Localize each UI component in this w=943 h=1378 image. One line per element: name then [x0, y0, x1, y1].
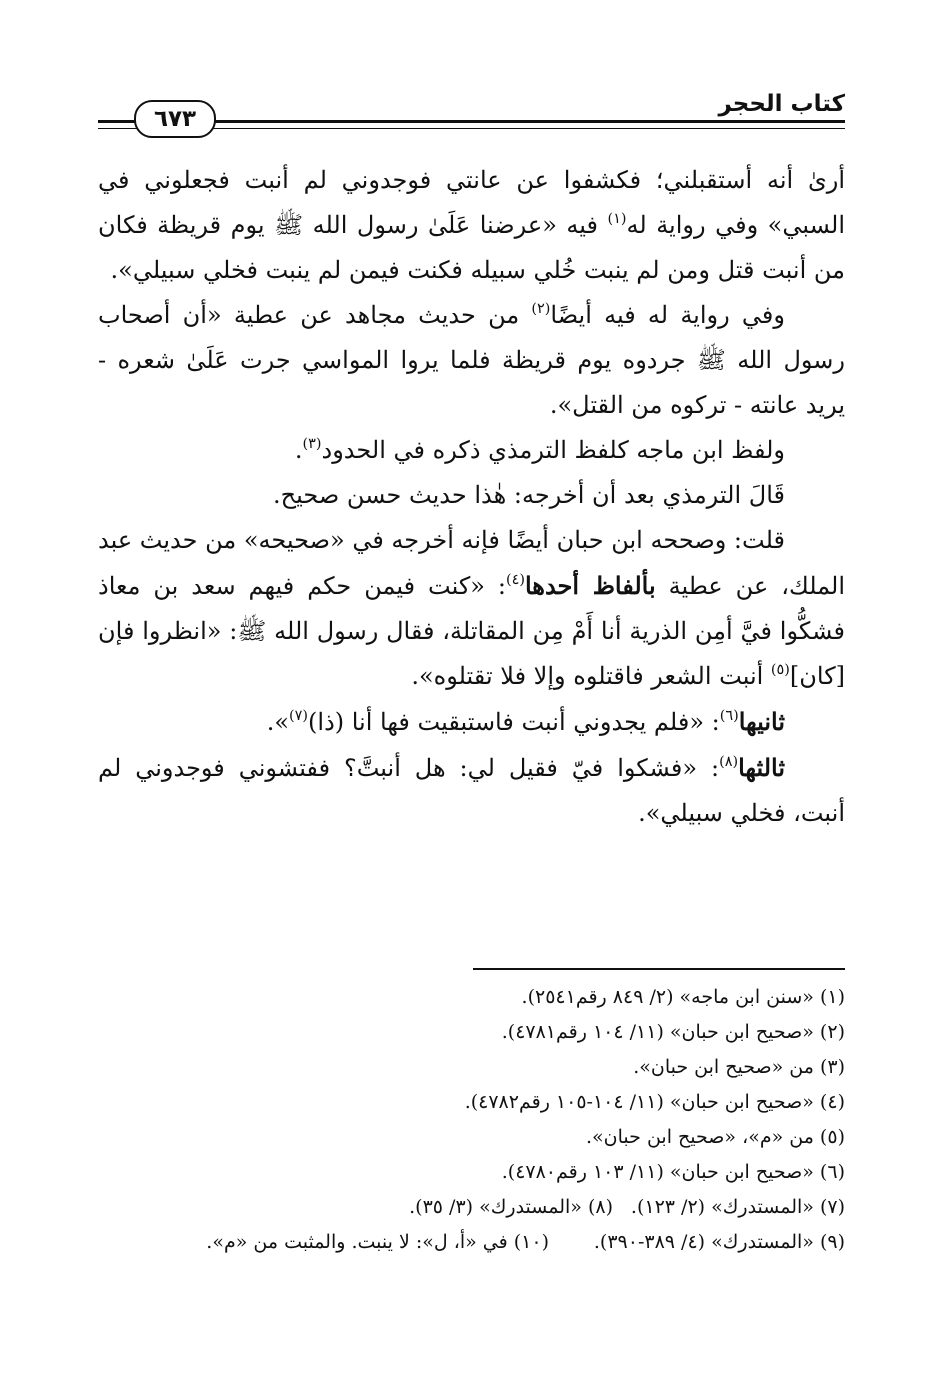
footnote-reference: (٧)	[289, 707, 309, 724]
footnote: (٤) «صحيح ابن حبان» (١١/ ١٠٤-١٠٥ رقم٤٧٨٢).	[464, 1091, 845, 1113]
text-run: وفي رواية له فيه أيضًا	[550, 301, 785, 329]
footnote: (٩) «المستدرك» (٤/ ٣٨٩-٣٩٠).	[593, 1231, 845, 1253]
footnote-reference: (١)	[607, 210, 627, 227]
bold-term: ثانيها	[738, 707, 785, 736]
footnote-reference: (٥)	[770, 661, 790, 678]
text-run: أرىٰ أنه أستقبلني؛ فكشفوا عن عانتي فوجدوني لم أنبت فجعلوني في السبي» وفي رواية له	[98, 166, 845, 239]
footnotes	[98, 980, 845, 1260]
paragraph	[98, 293, 845, 428]
footnote-row	[98, 1225, 845, 1260]
running-header	[98, 90, 845, 140]
text-run: من حديث مجاهد عن عطية «أن أصحاب رسول الله ﷺ جردوه يوم قريظة فلما يروا المواسي جرت عَلَىٰ شعره - يريد عانته - تركوه من القتل».	[98, 301, 845, 419]
footnote-reference: (٨)	[719, 753, 739, 770]
footnote: (١) «سنن ابن ماجه» (٢/ ٨٤٩ رقم٢٥٤١).	[521, 986, 845, 1008]
paragraph	[98, 158, 845, 293]
footnote: (٣) من «صحيح ابن حبان».	[633, 1056, 845, 1078]
footnote-reference: (٦)	[719, 707, 739, 724]
text-run: قَالَ الترمذي بعد أن أخرجه: هٰذا حديث حسن صحيح.	[273, 481, 785, 509]
bold-term: ثالثها	[738, 753, 785, 782]
paragraph	[98, 745, 845, 836]
footnote: (٧) «المستدرك» (٢/ ١٢٣).	[630, 1196, 845, 1218]
text-run: .	[294, 436, 303, 464]
text-run: : «كنت فيمن حكم فيهم سعد بن معاذ فشكُّوا فيَّ أمِن الذرية أنا أَمْ مِن المقاتلة، فقال رسول الله ﷺ: «انظروا فإن [كان]	[98, 572, 845, 690]
paragraph	[98, 518, 845, 699]
text-run: ».	[266, 708, 290, 736]
text-run: فيه «عرضنا عَلَىٰ رسول الله ﷺ يوم قريظة فكان من أنبت قتل ومن لم ينبت خُلي سبيله فكنت فيمن لم ينبت فخلي سبيلي».	[98, 211, 845, 284]
footnote: (٢) «صحيح ابن حبان» (١١/ ١٠٤ رقم٤٧٨١).	[501, 1021, 845, 1043]
footnote: (٥) من «م»، «صحيح ابن حبان».	[586, 1126, 845, 1148]
text-run: : «فلم يجدوني أنبت فاستبقيت فها أنا (ذا)	[308, 708, 720, 736]
paragraph	[98, 428, 845, 473]
footnote-separator	[473, 968, 845, 970]
text-run: قلت: وصححه ابن حبان أيضًا فإنه أخرجه في «صحيحه» من حديث عبد الملك، عن عطية	[98, 526, 845, 600]
paragraph	[98, 473, 845, 518]
text-run: : «فشكوا فيّ فقيل لي: هل أنبتَّ؟ ففتشوني فوجدوني لم أنبت، فخلي سبيلي».	[98, 754, 845, 827]
bold-term: بألفاظ أحدها	[524, 571, 656, 600]
footnote-reference: (٢)	[531, 300, 551, 317]
chapter-title: كتاب الحجر	[711, 90, 846, 118]
page-number: ٦٧٣	[134, 100, 216, 138]
footnote: (٨) «المستدرك» (٣/ ٣٥).	[409, 1196, 613, 1218]
footnote-row	[98, 1190, 845, 1225]
text-run: أنبت الشعر فاقتلوه وإلا فلا تقتلوه».	[411, 662, 771, 690]
footnote: (١٠) في «أ، ل»: لا ينبت. والمثبت من «م».	[206, 1231, 549, 1253]
footnote-reference: (٣)	[302, 435, 322, 452]
main-text	[98, 158, 845, 836]
paragraph	[98, 699, 845, 745]
text-run: ولفظ ابن ماجه كلفظ الترمذي ذكره في الحدود	[321, 436, 785, 464]
footnote: (٦) «صحيح ابن حبان» (١١/ ١٠٣ رقم٤٧٨٠).	[501, 1161, 845, 1183]
footnote-reference: (٤)	[505, 571, 525, 588]
